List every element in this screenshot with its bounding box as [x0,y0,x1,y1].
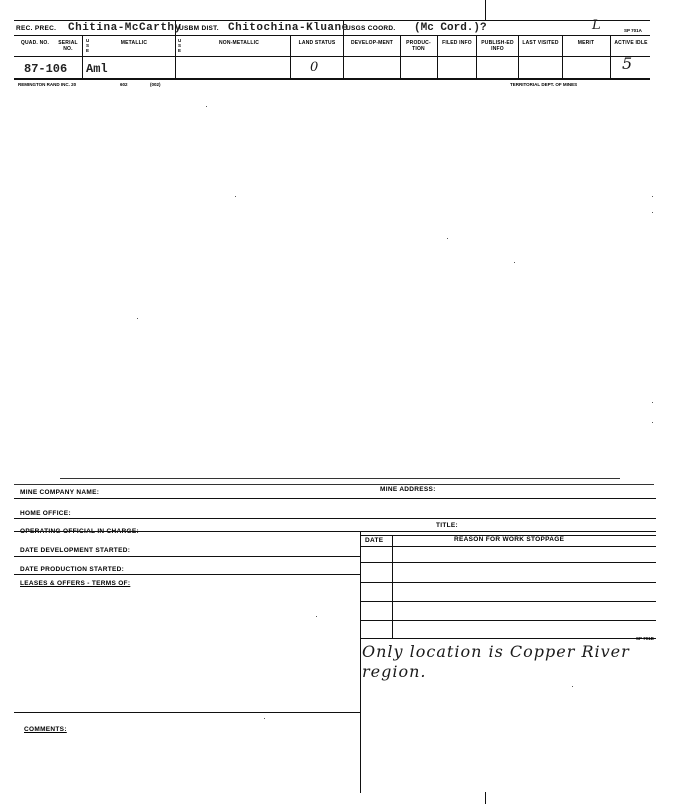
row-rule [360,546,656,547]
column-rule [14,56,650,57]
scan-speck [264,718,265,719]
scan-speck [235,196,236,197]
scan-speck [652,422,653,423]
rec-prec-label: REC. PREC. [16,25,57,32]
usgs-coord-label: USGS COORD. [346,25,396,32]
row-rule [14,556,360,557]
title-label: TITLE: [436,522,459,529]
scan-speck [206,106,207,107]
print-code-2: (002) [150,82,161,87]
mine-address-label: MINE ADDRESS: [380,486,436,493]
print-code: 602 [120,82,128,87]
handwritten-note-line2: region. [362,662,427,681]
rec-prec-value: Chitina-McCarthy [68,22,182,34]
mine-company-name-label: MINE COMPANY NAME: [20,489,100,496]
usbm-dist-value: Chitochina-Kluane [228,22,349,34]
row-rule [360,582,656,583]
col-divider [437,35,438,78]
bottom-tick [485,792,486,804]
date-development-label: DATE DEVELOPMENT STARTED: [20,547,131,554]
date-production-label: DATE PRODUCTION STARTED: [20,566,125,573]
card-edge [14,484,654,485]
card-edge [60,478,620,479]
col-divider [610,35,611,78]
row-rule [14,518,656,519]
top-rule [14,20,650,21]
col-filed-info: FILED INFO [442,40,472,46]
comments-label: COMMENTS: [24,726,67,733]
scan-speck [514,262,515,263]
col-last-visited: LAST VISITED [522,40,559,46]
row-rule [360,620,656,621]
active-idle-value: 5 [622,54,633,73]
usbm-dist-label: USBM DIST. [179,25,219,32]
col-use-right: U S E [178,38,182,53]
col-divider [82,35,83,78]
row-rule [14,531,656,532]
printer-credit: REMINGTON RAND INC. 20 [18,82,77,87]
reason-header: REASON FOR WORK STOPPAGE [454,536,565,543]
handwritten-note-line1: Only location is Copper River [362,642,630,661]
quad-value: 87-106 [24,62,68,76]
row-rule [360,638,656,639]
bottom-rule [14,78,650,80]
header-rule [14,35,650,36]
col-divider [360,531,361,793]
corner-mark: L [592,18,601,33]
form-number: SP 701A [624,28,642,33]
row-rule [14,574,360,575]
row-rule [360,601,656,602]
row-rule [14,498,656,499]
scan-speck [137,318,138,319]
leases-label: LEASES & OFFERS - TERMS OF: [20,580,131,587]
col-divider [518,35,519,78]
col-active-idle: ACTIVE IDLE [614,40,648,46]
serial-value: Aml [86,62,108,76]
col-non-metallic: NON-METALLIC [218,40,260,46]
scan-speck [652,212,653,213]
col-divider [290,35,291,78]
col-published-info: PUBLISH-ED INFO [481,40,514,52]
date-col-divider [392,535,393,638]
col-divider [562,35,563,78]
usgs-coord-value: (Mc Cord.)? [414,22,487,34]
col-use-left: U S E [86,38,90,53]
col-production: PRODUC-TION [406,40,431,52]
top-tick [485,0,486,20]
col-divider [476,35,477,78]
col-metallic: METALLIC [120,40,148,46]
scan-speck [316,616,317,617]
col-development: DEVELOP-MENT [350,40,394,46]
department-name: TERRITORIAL DEPT. OF MINES [510,82,578,87]
scan-speck [652,402,653,403]
col-land-status: LAND STATUS [298,40,336,46]
operating-official-label: OPERATING OFFICIAL IN CHARGE: [20,528,139,535]
scan-speck [447,238,448,239]
row-rule [14,712,360,713]
scan-speck [652,196,653,197]
form-number-b: SP 701B [636,636,654,641]
col-serial-no: SERIAL NO. [58,40,78,52]
date-header: DATE [365,537,384,544]
home-office-label: HOME OFFICE: [20,510,71,517]
col-merit: MERIT [577,40,595,46]
scan-speck [572,686,573,687]
land-status-value: 0 [310,60,319,75]
row-rule [360,562,656,563]
col-quad-no: QUAD. NO. [20,40,50,46]
